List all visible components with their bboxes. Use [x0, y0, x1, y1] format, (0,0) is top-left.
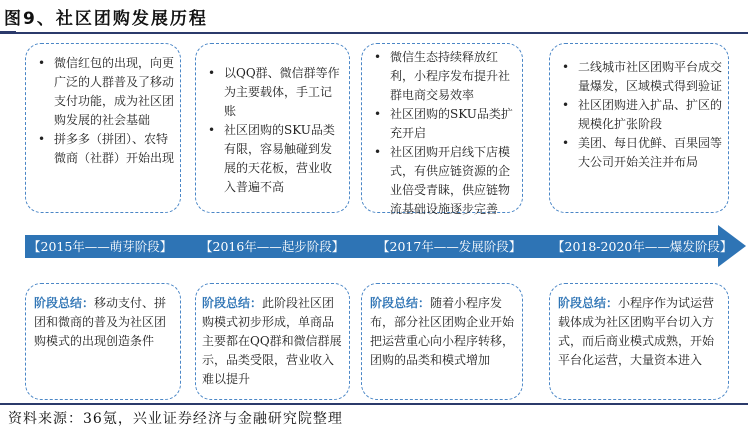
title-divider	[0, 32, 748, 34]
stage-1-bullet: • 拼多多（拼团）、农特微商（社群）开始出现	[32, 130, 174, 168]
stage-4-summary-label: 阶段总结：	[558, 296, 619, 310]
stage-2-summary-box	[195, 283, 350, 400]
stage-1-label: 【2015年——萌芽阶段】	[28, 239, 173, 254]
stage-1-summary-text: 移动支付、拼团和微商的普及为社区团购模式的出现创造条件	[34, 296, 167, 348]
stage-4-summary-text: 小程序作为试运营载体成为社区团购平台切入方式，而后商业模式成熟，开始平台化运营，大量资本进入	[558, 296, 715, 367]
stage-4-details-box	[549, 43, 729, 213]
title-divider-accent	[0, 31, 16, 34]
stage-4-label: 【2018-2020年——爆发阶段】	[552, 239, 733, 254]
source-note: 资料来源：36氪，兴业证券经济与金融研究院整理	[8, 411, 343, 427]
stage-3-bullet-list	[368, 48, 516, 219]
stage-1-summary-label: 阶段总结：	[34, 296, 95, 310]
stage-3-details-box	[361, 43, 523, 216]
stage-1-summary-box	[25, 283, 181, 400]
stage-2-bullet-list	[202, 64, 343, 197]
stage-1-bullet: • 微信红包的出现，向更广泛的人群普及了移动支付功能，成为社区团购发展的社会基础	[32, 54, 174, 130]
stage-1-details-box	[25, 43, 181, 213]
stage-2-summary-text: 此阶段社区团购模式初步形成，单商品主要都在QQ群和微信群展示，品类受限，营业收入难以提升	[202, 296, 342, 386]
stage-3-summary-label: 阶段总结：	[370, 296, 431, 310]
stage-3-bullet: • 社区团购开启线下店模式，有供应链资源的企业倍受青睐，供应链物流基础设施逐步完善	[368, 143, 516, 219]
figure-title: 图9、社区团购发展历程	[4, 9, 208, 29]
source-divider	[0, 403, 748, 405]
stage-4-bullet: • 美团、每日优鲜、百果园等大公司开始关注并布局	[556, 134, 722, 172]
stage-4-bullet-list	[556, 58, 722, 172]
stage-4-summary-box	[549, 283, 729, 400]
stage-2-bullet: • 以QQ群、微信群等作为主要载体，手工记账	[202, 64, 343, 121]
stage-2-details-box	[195, 43, 350, 213]
stage-3-bullet: • 社区团购的SKU品类扩充开启	[368, 105, 516, 143]
stage-3-label: 【2017年——发展阶段】	[377, 239, 522, 254]
stage-1-bullet-list	[32, 54, 174, 168]
stage-2-label: 【2016年——起步阶段】	[200, 239, 345, 254]
stage-3-summary-box	[361, 283, 523, 400]
stage-3-summary-text: 随着小程序发布，部分社区团购企业开始把运营重心向小程序转移，团购的品类和模式增加	[370, 296, 515, 367]
stage-2-bullet: • 社区团购的SKU品类有限，容易触碰到发展的天花板，营业收入普遍不高	[202, 121, 343, 197]
stage-4-bullet: • 二线城市社区团购平台成交量爆发，区域模式得到验证	[556, 58, 722, 96]
stage-3-bullet: • 微信生态持续释放红利，小程序发布提升社群电商交易效率	[368, 48, 516, 105]
stage-4-bullet: • 社区团购进入扩品、扩区的规模化扩张阶段	[556, 96, 722, 134]
stage-2-summary-label: 阶段总结：	[202, 296, 263, 310]
